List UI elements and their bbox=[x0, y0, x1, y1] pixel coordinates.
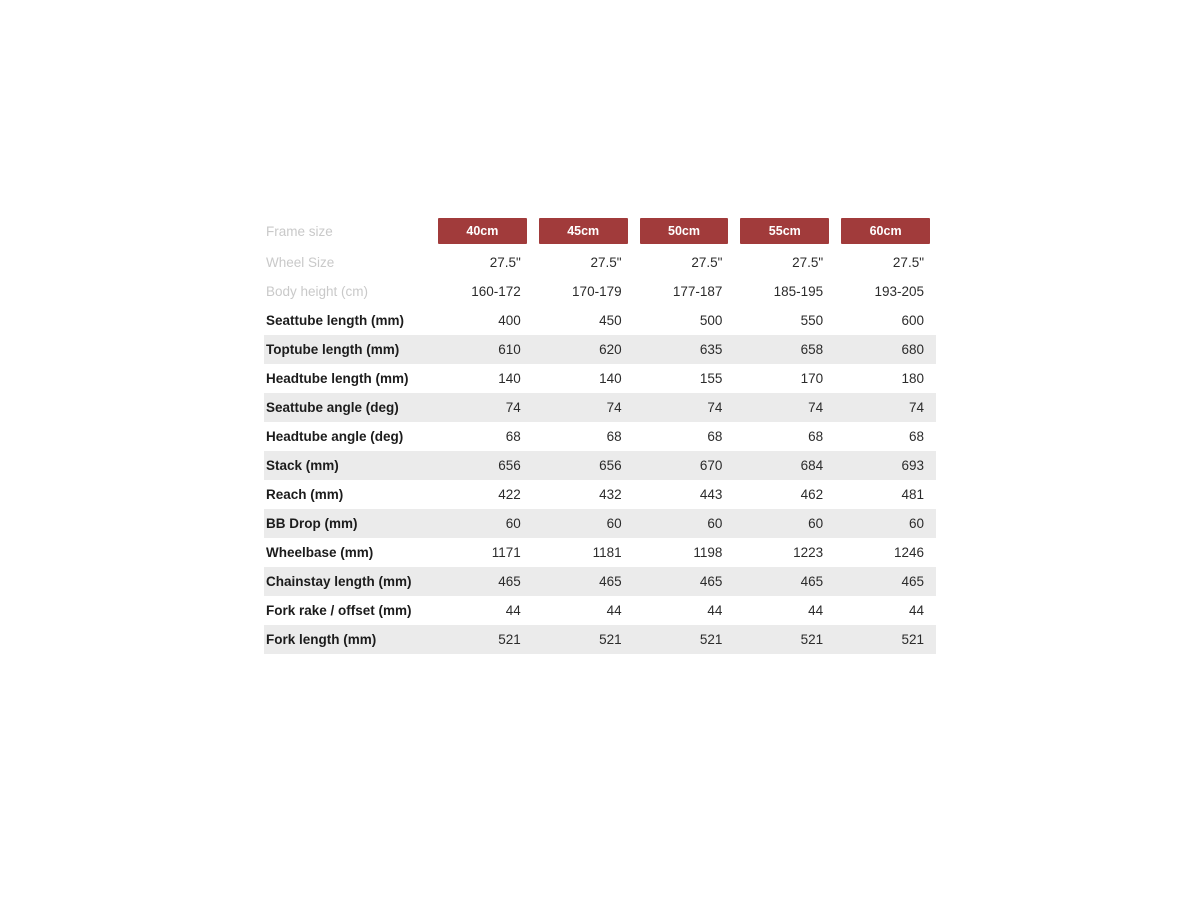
cell-value: 74 bbox=[634, 393, 735, 422]
cell-value: 462 bbox=[734, 480, 835, 509]
cell-value: 27.5" bbox=[634, 248, 735, 277]
cell-value: 170 bbox=[734, 364, 835, 393]
table-row bbox=[264, 480, 936, 509]
table-header-row bbox=[264, 214, 936, 248]
cell-value: 422 bbox=[432, 480, 533, 509]
cell-value: 170-179 bbox=[533, 277, 634, 306]
cell-value: 521 bbox=[734, 625, 835, 654]
row-label: Fork length (mm) bbox=[264, 625, 432, 654]
row-label: BB Drop (mm) bbox=[264, 509, 432, 538]
cell-value: 693 bbox=[835, 451, 936, 480]
cell-value: 68 bbox=[734, 422, 835, 451]
table-row bbox=[264, 422, 936, 451]
cell-value: 1181 bbox=[533, 538, 634, 567]
cell-value: 60 bbox=[835, 509, 936, 538]
cell-value: 185-195 bbox=[734, 277, 835, 306]
cell-value: 68 bbox=[533, 422, 634, 451]
size-chip: 45cm bbox=[539, 218, 628, 244]
cell-value: 155 bbox=[634, 364, 735, 393]
size-chip: 60cm bbox=[841, 218, 930, 244]
cell-value: 1171 bbox=[432, 538, 533, 567]
cell-value: 635 bbox=[634, 335, 735, 364]
cell-value: 500 bbox=[634, 306, 735, 335]
table-row bbox=[264, 364, 936, 393]
row-label: Seattube angle (deg) bbox=[264, 393, 432, 422]
table-row bbox=[264, 248, 936, 277]
row-label: Seattube length (mm) bbox=[264, 306, 432, 335]
table-row bbox=[264, 335, 936, 364]
table-row bbox=[264, 393, 936, 422]
cell-value: 1223 bbox=[734, 538, 835, 567]
size-chip: 50cm bbox=[640, 218, 729, 244]
cell-value: 68 bbox=[835, 422, 936, 451]
row-label: Headtube angle (deg) bbox=[264, 422, 432, 451]
cell-value: 465 bbox=[432, 567, 533, 596]
row-label: Fork rake / offset (mm) bbox=[264, 596, 432, 625]
cell-value: 27.5" bbox=[734, 248, 835, 277]
row-label: Body height (cm) bbox=[264, 277, 432, 306]
table-row bbox=[264, 451, 936, 480]
size-column-header bbox=[634, 214, 735, 248]
cell-value: 620 bbox=[533, 335, 634, 364]
size-column-header bbox=[835, 214, 936, 248]
row-label: Toptube length (mm) bbox=[264, 335, 432, 364]
cell-value: 193-205 bbox=[835, 277, 936, 306]
cell-value: 521 bbox=[432, 625, 533, 654]
cell-value: 60 bbox=[432, 509, 533, 538]
size-chip: 55cm bbox=[740, 218, 829, 244]
cell-value: 465 bbox=[634, 567, 735, 596]
cell-value: 60 bbox=[634, 509, 735, 538]
cell-value: 74 bbox=[432, 393, 533, 422]
geometry-table-container bbox=[264, 214, 936, 654]
cell-value: 521 bbox=[634, 625, 735, 654]
cell-value: 684 bbox=[734, 451, 835, 480]
cell-value: 140 bbox=[533, 364, 634, 393]
cell-value: 27.5" bbox=[432, 248, 533, 277]
row-label: Headtube length (mm) bbox=[264, 364, 432, 393]
cell-value: 60 bbox=[734, 509, 835, 538]
cell-value: 550 bbox=[734, 306, 835, 335]
row-label: Reach (mm) bbox=[264, 480, 432, 509]
cell-value: 656 bbox=[432, 451, 533, 480]
row-label: Wheelbase (mm) bbox=[264, 538, 432, 567]
size-column-header bbox=[432, 214, 533, 248]
cell-value: 44 bbox=[835, 596, 936, 625]
cell-value: 443 bbox=[634, 480, 735, 509]
cell-value: 180 bbox=[835, 364, 936, 393]
table-row bbox=[264, 277, 936, 306]
cell-value: 600 bbox=[835, 306, 936, 335]
cell-value: 44 bbox=[634, 596, 735, 625]
cell-value: 610 bbox=[432, 335, 533, 364]
cell-value: 1246 bbox=[835, 538, 936, 567]
cell-value: 27.5" bbox=[835, 248, 936, 277]
cell-value: 177-187 bbox=[634, 277, 735, 306]
cell-value: 140 bbox=[432, 364, 533, 393]
table-row bbox=[264, 509, 936, 538]
cell-value: 27.5" bbox=[533, 248, 634, 277]
size-column-header bbox=[734, 214, 835, 248]
cell-value: 465 bbox=[835, 567, 936, 596]
cell-value: 481 bbox=[835, 480, 936, 509]
cell-value: 465 bbox=[734, 567, 835, 596]
cell-value: 670 bbox=[634, 451, 735, 480]
size-column-header bbox=[533, 214, 634, 248]
table-row bbox=[264, 625, 936, 654]
cell-value: 432 bbox=[533, 480, 634, 509]
table-row bbox=[264, 567, 936, 596]
row-label: Chainstay length (mm) bbox=[264, 567, 432, 596]
cell-value: 74 bbox=[533, 393, 634, 422]
cell-value: 44 bbox=[734, 596, 835, 625]
cell-value: 68 bbox=[634, 422, 735, 451]
cell-value: 68 bbox=[432, 422, 533, 451]
cell-value: 521 bbox=[835, 625, 936, 654]
cell-value: 450 bbox=[533, 306, 634, 335]
cell-value: 44 bbox=[432, 596, 533, 625]
cell-value: 400 bbox=[432, 306, 533, 335]
cell-value: 74 bbox=[734, 393, 835, 422]
cell-value: 465 bbox=[533, 567, 634, 596]
cell-value: 44 bbox=[533, 596, 634, 625]
table-row bbox=[264, 538, 936, 567]
cell-value: 74 bbox=[835, 393, 936, 422]
table-row bbox=[264, 596, 936, 625]
size-chip: 40cm bbox=[438, 218, 527, 244]
cell-value: 160-172 bbox=[432, 277, 533, 306]
cell-value: 60 bbox=[533, 509, 634, 538]
frame-size-header-label: Frame size bbox=[266, 223, 333, 239]
row-label: Stack (mm) bbox=[264, 451, 432, 480]
geometry-table bbox=[264, 214, 936, 654]
cell-value: 680 bbox=[835, 335, 936, 364]
cell-value: 658 bbox=[734, 335, 835, 364]
cell-value: 521 bbox=[533, 625, 634, 654]
cell-value: 1198 bbox=[634, 538, 735, 567]
row-label: Wheel Size bbox=[264, 248, 432, 277]
table-row bbox=[264, 306, 936, 335]
cell-value: 656 bbox=[533, 451, 634, 480]
